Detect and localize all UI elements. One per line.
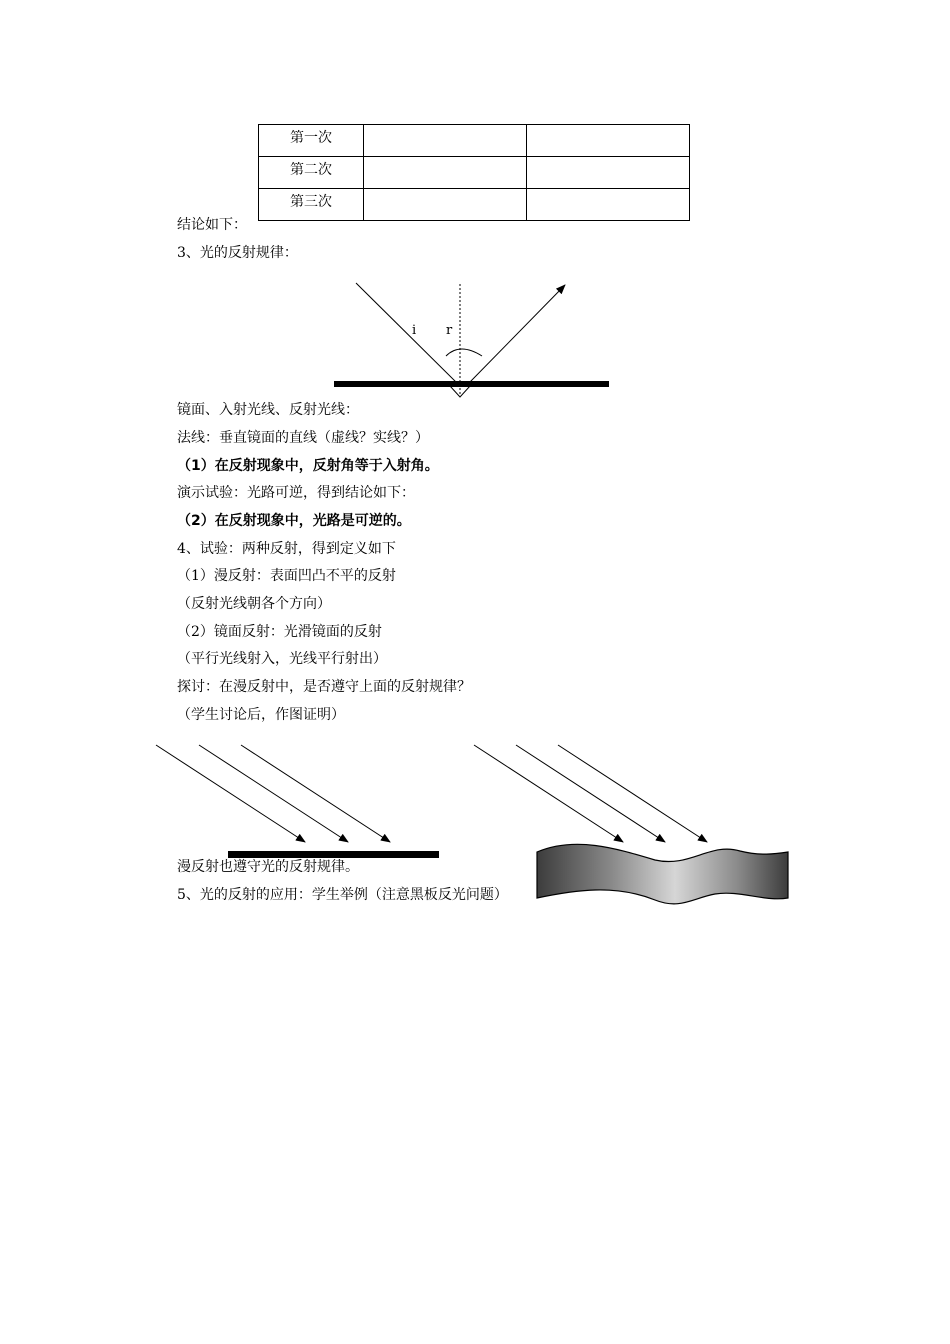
normal-line-text: 法线：垂直镜面的直线（虚线？实线？）	[177, 430, 429, 446]
section-3-title: 3、光的反射规律：	[177, 245, 298, 261]
flat-mirror	[228, 851, 439, 858]
mirror-notch	[450, 386, 470, 397]
mirror-surface	[334, 381, 609, 387]
specular-reflection-figure	[150, 738, 450, 866]
table-cell	[527, 189, 690, 221]
table-cell	[364, 189, 527, 221]
demo-text: 演示试验：光路可逆，得到结论如下：	[177, 485, 415, 501]
law-2: （2）在反射现象中，光路是可逆的。	[177, 513, 411, 529]
specular-note: （平行光线射入，光线平行射出）	[177, 651, 387, 667]
law-1: （1）在反射现象中，反射角等于入射角。	[177, 458, 439, 474]
incident-ray	[356, 283, 460, 386]
diffuse-definition: （1）漫反射：表面凹凸不平的反射	[177, 568, 396, 584]
incident-ray	[156, 745, 305, 842]
table-row	[259, 125, 690, 157]
specular-definition: （2）镜面反射：光滑镜面的反射	[177, 624, 382, 640]
section-5: 5、光的反射的应用：学生举例（注意黑板反光问题）	[177, 887, 508, 903]
incident-ray	[199, 745, 348, 842]
incident-ray	[241, 745, 390, 842]
table-row	[259, 189, 690, 221]
incidence-angle-label: i	[412, 323, 417, 338]
discussion: 探讨：在漫反射中，是否遵守上面的反射规律？	[177, 679, 471, 695]
table-row	[259, 157, 690, 189]
table-cell	[364, 125, 527, 157]
reflected-ray	[470, 285, 565, 382]
reflection-angle-label: r	[446, 323, 453, 338]
table-cell	[527, 125, 690, 157]
record-table	[258, 124, 690, 221]
diffuse-note: （反射光线朝各个方向）	[177, 596, 331, 612]
reflection-diagram	[330, 276, 620, 401]
incident-ray	[474, 745, 623, 842]
rough-surface	[537, 844, 788, 904]
diffuse-reflection-figure	[465, 738, 800, 908]
row-label: 第三次	[259, 189, 364, 221]
row-label: 第二次	[259, 157, 364, 189]
incident-ray	[516, 745, 665, 842]
conclusion-intro: 结论如下：	[177, 217, 247, 233]
section-4-title: 4、试验：两种反射，得到定义如下	[177, 541, 396, 557]
table-cell	[364, 157, 527, 189]
angle-arc	[446, 349, 482, 356]
diffuse-law: 漫反射也遵守光的反射规律。	[177, 859, 359, 875]
row-label: 第一次	[259, 125, 364, 157]
discussion-note: （学生讨论后，作图证明）	[177, 707, 345, 723]
mirror-line: 镜面、入射光线、反射光线：	[177, 402, 359, 418]
incident-ray	[558, 745, 707, 842]
table-cell	[527, 157, 690, 189]
